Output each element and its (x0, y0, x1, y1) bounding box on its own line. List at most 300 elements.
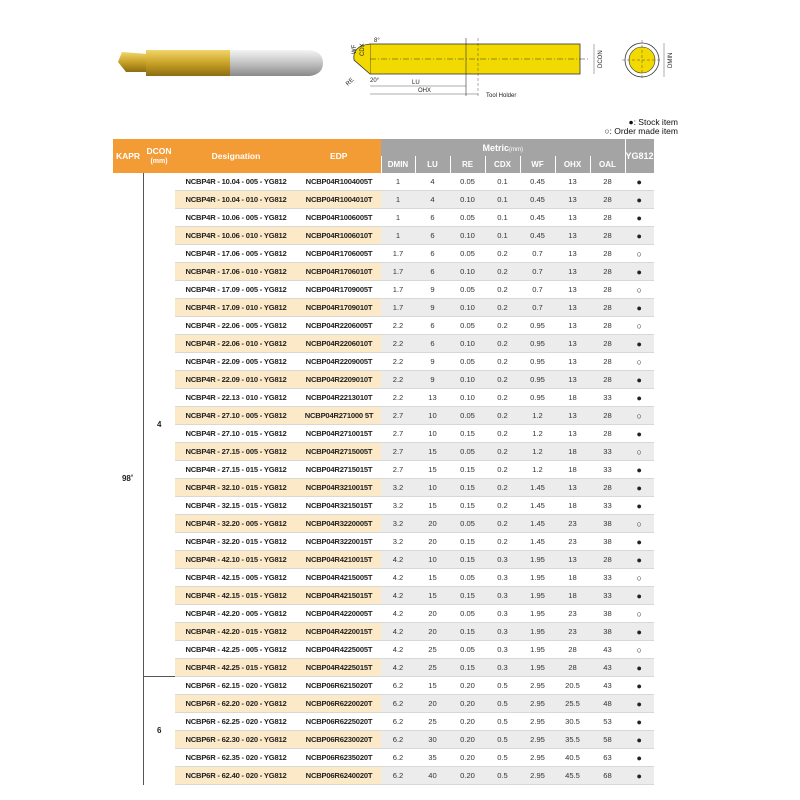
cell-oal: 43 (590, 677, 625, 695)
cell-cdx: 0.2 (485, 353, 520, 371)
cell-re: 0.15 (450, 479, 485, 497)
cell-stock: ● (625, 209, 654, 227)
diagram-label-lu: LU (412, 80, 420, 86)
cell-dmin: 1 (381, 209, 415, 227)
cell-lu: 6 (415, 263, 450, 281)
cell-dmin: 3.2 (381, 515, 415, 533)
cell-stock: ● (625, 497, 654, 515)
tool-dimension-diagram (340, 34, 615, 100)
cell-cdx: 0.2 (485, 443, 520, 461)
table-row (113, 569, 654, 587)
cell-edp: NCBP04R3220015T (297, 533, 381, 551)
cell-designation: NCBP6R - 62.25 - 020 - YG812 (175, 713, 297, 731)
cell-stock: ● (625, 191, 654, 209)
diagram-label-angle-small: 8° (374, 38, 380, 44)
cell-lu: 9 (415, 353, 450, 371)
cell-lu: 6 (415, 335, 450, 353)
cell-dmin: 2.2 (381, 371, 415, 389)
table-row (113, 605, 654, 623)
cell-oal: 28 (590, 227, 625, 245)
cell-designation: NCBP4R - 32.20 - 015 - YG812 (175, 533, 297, 551)
header-dmin: DMIN (381, 156, 415, 173)
cell-lu: 30 (415, 731, 450, 749)
cell-dmin: 6.2 (381, 749, 415, 767)
cell-dmin: 2.2 (381, 317, 415, 335)
cell-dmin: 2.7 (381, 407, 415, 425)
cell-designation: NCBP6R - 62.15 - 020 - YG812 (175, 677, 297, 695)
cell-re: 0.15 (450, 623, 485, 641)
cell-edp: NCBP04R3220005T (297, 515, 381, 533)
cell-lu: 35 (415, 749, 450, 767)
cell-lu: 4 (415, 191, 450, 209)
cell-edp: NCBP04R1706010T (297, 263, 381, 281)
cell-cdx: 0.3 (485, 641, 520, 659)
table-row (113, 641, 654, 659)
cell-wf: 0.45 (520, 191, 555, 209)
cell-wf: 2.95 (520, 767, 555, 785)
cell-wf: 0.7 (520, 263, 555, 281)
cell-wf: 0.7 (520, 245, 555, 263)
cell-ohx: 18 (555, 389, 590, 407)
cell-wf: 1.95 (520, 551, 555, 569)
cell-oal: 63 (590, 749, 625, 767)
header-edp: EDP (297, 139, 381, 173)
cell-dmin: 2.7 (381, 461, 415, 479)
cell-edp: NCBP04R4220015T (297, 623, 381, 641)
cell-dmin: 2.7 (381, 425, 415, 443)
table-row (113, 479, 654, 497)
cell-stock: ○ (625, 407, 654, 425)
cell-re: 0.05 (450, 641, 485, 659)
diagram-label-cdx: CDX (360, 43, 366, 56)
diagram-label-dmin: DMIN (668, 52, 674, 68)
cell-cdx: 0.2 (485, 425, 520, 443)
cell-cdx: 0.2 (485, 533, 520, 551)
cell-lu: 9 (415, 299, 450, 317)
cell-oal: 68 (590, 767, 625, 785)
cell-ohx: 23 (555, 623, 590, 641)
header-dcon-label: DCON (146, 145, 172, 156)
cell-stock: ● (625, 461, 654, 479)
cell-cdx: 0.5 (485, 749, 520, 767)
cell-re: 0.05 (450, 173, 485, 191)
cell-oal: 28 (590, 407, 625, 425)
cell-stock: ● (625, 659, 654, 677)
header-metric-unit: (mm) (509, 146, 523, 153)
cell-wf: 1.2 (520, 425, 555, 443)
cell-dmin: 4.2 (381, 623, 415, 641)
cell-ohx: 45.5 (555, 767, 590, 785)
cell-ohx: 23 (555, 533, 590, 551)
cell-stock: ● (625, 263, 654, 281)
cell-lu: 10 (415, 407, 450, 425)
cell-stock: ○ (625, 317, 654, 335)
cell-stock: ● (625, 425, 654, 443)
cell-re: 0.10 (450, 299, 485, 317)
cell-dmin: 6.2 (381, 767, 415, 785)
cell-oal: 38 (590, 533, 625, 551)
cell-designation: NCBP4R - 10.06 - 005 - YG812 (175, 209, 297, 227)
cell-lu: 10 (415, 425, 450, 443)
cell-designation: NCBP4R - 10.04 - 005 - YG812 (175, 173, 297, 191)
cell-stock: ○ (625, 281, 654, 299)
cell-designation: NCBP4R - 42.20 - 015 - YG812 (175, 623, 297, 641)
cell-oal: 28 (590, 425, 625, 443)
cell-ohx: 13 (555, 299, 590, 317)
cell-oal: 28 (590, 317, 625, 335)
cell-re: 0.05 (450, 407, 485, 425)
cell-ohx: 13 (555, 425, 590, 443)
cell-designation: NCBP6R - 62.35 - 020 - YG812 (175, 749, 297, 767)
cell-re: 0.20 (450, 713, 485, 731)
cell-dmin: 4.2 (381, 659, 415, 677)
cell-oal: 28 (590, 263, 625, 281)
header-ohx: OHX (555, 156, 590, 173)
cell-cdx: 0.2 (485, 479, 520, 497)
cell-cdx: 0.1 (485, 209, 520, 227)
cell-designation: NCBP4R - 10.04 - 010 - YG812 (175, 191, 297, 209)
cell-dmin: 6.2 (381, 677, 415, 695)
cell-cdx: 0.5 (485, 713, 520, 731)
cell-oal: 28 (590, 245, 625, 263)
cell-re: 0.05 (450, 605, 485, 623)
cell-edp: NCBP04R1006010T (297, 227, 381, 245)
cell-cdx: 0.5 (485, 677, 520, 695)
cell-lu: 20 (415, 695, 450, 713)
cell-dmin: 2.7 (381, 443, 415, 461)
cell-designation: NCBP4R - 42.15 - 005 - YG812 (175, 569, 297, 587)
cell-ohx: 18 (555, 569, 590, 587)
cell-cdx: 0.1 (485, 191, 520, 209)
table-row (113, 461, 654, 479)
cell-ohx: 13 (555, 479, 590, 497)
table-row (113, 515, 654, 533)
cell-edp: NCBP04R4215005T (297, 569, 381, 587)
cell-cdx: 0.2 (485, 317, 520, 335)
cell-ohx: 13 (555, 317, 590, 335)
diagram-label-dcon: DCON (598, 50, 604, 68)
table-row (113, 407, 654, 425)
cell-dmin: 1.7 (381, 263, 415, 281)
cell-oal: 33 (590, 587, 625, 605)
cell-designation: NCBP4R - 42.15 - 015 - YG812 (175, 587, 297, 605)
stock-legend (604, 118, 678, 136)
header-wf: WF (520, 156, 555, 173)
cell-lu: 4 (415, 173, 450, 191)
cell-lu: 25 (415, 713, 450, 731)
cell-cdx: 0.2 (485, 407, 520, 425)
cell-stock: ● (625, 335, 654, 353)
cell-designation: NCBP4R - 27.15 - 005 - YG812 (175, 443, 297, 461)
cell-ohx: 13 (555, 227, 590, 245)
header-dcon (143, 139, 175, 173)
cell-re: 0.15 (450, 551, 485, 569)
cell-ohx: 40.5 (555, 749, 590, 767)
cell-edp: NCBP04R271000 5T (297, 407, 381, 425)
table-row (113, 173, 654, 191)
cell-cdx: 0.3 (485, 551, 520, 569)
cell-stock: ● (625, 227, 654, 245)
cell-wf: 0.7 (520, 299, 555, 317)
header-re: RE (450, 156, 485, 173)
cell-wf: 1.95 (520, 605, 555, 623)
table-row (113, 731, 654, 749)
cell-cdx: 0.2 (485, 461, 520, 479)
cell-stock: ● (625, 587, 654, 605)
cell-cdx: 0.2 (485, 335, 520, 353)
cell-edp: NCBP04R2209010T (297, 371, 381, 389)
cell-cdx: 0.2 (485, 515, 520, 533)
cell-designation: NCBP6R - 62.20 - 020 - YG812 (175, 695, 297, 713)
header-kapr: KAPR (113, 139, 143, 173)
cell-dmin: 4.2 (381, 551, 415, 569)
cell-edp: NCBP04R2715005T (297, 443, 381, 461)
cell-re: 0.20 (450, 731, 485, 749)
tool-photo (118, 44, 330, 84)
cell-re: 0.20 (450, 677, 485, 695)
cell-dmin: 4.2 (381, 641, 415, 659)
cell-edp: NCBP04R4225015T (297, 659, 381, 677)
dcon-group-value: 6 (143, 677, 175, 785)
cell-stock: ○ (625, 353, 654, 371)
cell-dmin: 6.2 (381, 695, 415, 713)
cell-dmin: 3.2 (381, 497, 415, 515)
cell-wf: 1.45 (520, 533, 555, 551)
cell-edp: NCBP04R4220005T (297, 605, 381, 623)
table-row (113, 623, 654, 641)
table-row (113, 749, 654, 767)
header-designation: Designation (175, 139, 297, 173)
cell-dmin: 4.2 (381, 605, 415, 623)
cell-wf: 0.95 (520, 317, 555, 335)
cell-cdx: 0.3 (485, 569, 520, 587)
cell-cdx: 0.5 (485, 695, 520, 713)
cell-cdx: 0.1 (485, 173, 520, 191)
cell-oal: 33 (590, 443, 625, 461)
cell-oal: 38 (590, 515, 625, 533)
cell-wf: 0.95 (520, 353, 555, 371)
cell-cdx: 0.1 (485, 227, 520, 245)
table-body (113, 173, 654, 785)
header-metric-label: Metric (482, 142, 509, 153)
cell-lu: 6 (415, 209, 450, 227)
cell-designation: NCBP4R - 32.10 - 015 - YG812 (175, 479, 297, 497)
cell-stock: ○ (625, 443, 654, 461)
cell-re: 0.15 (450, 497, 485, 515)
cell-cdx: 0.5 (485, 767, 520, 785)
table-row (113, 245, 654, 263)
cell-designation: NCBP4R - 32.20 - 005 - YG812 (175, 515, 297, 533)
cell-wf: 1.2 (520, 407, 555, 425)
cell-designation: NCBP4R - 27.10 - 015 - YG812 (175, 425, 297, 443)
cell-ohx: 13 (555, 353, 590, 371)
cell-stock: ● (625, 299, 654, 317)
cell-stock: ○ (625, 515, 654, 533)
cell-lu: 6 (415, 245, 450, 263)
cell-dmin: 6.2 (381, 731, 415, 749)
cell-edp: NCBP04R3215015T (297, 497, 381, 515)
cell-stock: ● (625, 371, 654, 389)
cell-re: 0.05 (450, 281, 485, 299)
cell-wf: 1.45 (520, 515, 555, 533)
cell-lu: 9 (415, 281, 450, 299)
cell-stock: ● (625, 533, 654, 551)
header-cdx: CDX (485, 156, 520, 173)
cell-ohx: 28 (555, 659, 590, 677)
table-row (113, 443, 654, 461)
cell-re: 0.05 (450, 515, 485, 533)
cell-lu: 20 (415, 623, 450, 641)
cell-re: 0.15 (450, 461, 485, 479)
table-row (113, 587, 654, 605)
cell-dmin: 2.2 (381, 335, 415, 353)
cell-stock: ● (625, 173, 654, 191)
cell-designation: NCBP4R - 27.10 - 005 - YG812 (175, 407, 297, 425)
cell-designation: NCBP4R - 22.09 - 005 - YG812 (175, 353, 297, 371)
cell-re: 0.15 (450, 659, 485, 677)
table-row (113, 209, 654, 227)
cell-dmin: 4.2 (381, 587, 415, 605)
cell-oal: 28 (590, 299, 625, 317)
cell-lu: 40 (415, 767, 450, 785)
dcon-group-value: 4 (143, 173, 175, 677)
header-grade: YG812 (625, 139, 654, 173)
cell-edp: NCBP04R2209005T (297, 353, 381, 371)
cell-ohx: 20.5 (555, 677, 590, 695)
cell-wf: 2.95 (520, 749, 555, 767)
cell-edp: NCBP06R6235020T (297, 749, 381, 767)
cell-lu: 15 (415, 569, 450, 587)
cell-wf: 0.45 (520, 209, 555, 227)
table-row (113, 227, 654, 245)
cell-edp: NCBP04R4210015T (297, 551, 381, 569)
cell-re: 0.05 (450, 443, 485, 461)
cell-re: 0.10 (450, 227, 485, 245)
cell-ohx: 23 (555, 515, 590, 533)
cell-wf: 0.95 (520, 371, 555, 389)
cell-re: 0.20 (450, 695, 485, 713)
cell-wf: 2.95 (520, 713, 555, 731)
cell-edp: NCBP04R2206005T (297, 317, 381, 335)
cell-edp: NCBP04R2206010T (297, 335, 381, 353)
cell-ohx: 13 (555, 173, 590, 191)
cell-re: 0.05 (450, 353, 485, 371)
cell-wf: 1.2 (520, 443, 555, 461)
product-spec-table (113, 139, 654, 785)
cell-wf: 1.95 (520, 569, 555, 587)
cell-re: 0.10 (450, 335, 485, 353)
table-row (113, 533, 654, 551)
cell-edp: NCBP04R3210015T (297, 479, 381, 497)
cell-stock: ○ (625, 245, 654, 263)
cell-ohx: 25.5 (555, 695, 590, 713)
cell-cdx: 0.2 (485, 497, 520, 515)
cell-dmin: 1 (381, 227, 415, 245)
cell-dmin: 2.2 (381, 353, 415, 371)
cell-designation: NCBP6R - 62.30 - 020 - YG812 (175, 731, 297, 749)
cell-ohx: 35.5 (555, 731, 590, 749)
table-row (113, 551, 654, 569)
header-oal: OAL (590, 156, 625, 173)
cell-lu: 6 (415, 227, 450, 245)
cell-stock: ● (625, 731, 654, 749)
header-lu: LU (415, 156, 450, 173)
cell-oal: 28 (590, 353, 625, 371)
cell-stock: ○ (625, 641, 654, 659)
cell-wf: 0.95 (520, 389, 555, 407)
cell-dmin: 3.2 (381, 479, 415, 497)
cell-designation: NCBP4R - 17.06 - 010 - YG812 (175, 263, 297, 281)
cell-ohx: 13 (555, 551, 590, 569)
cell-designation: NCBP4R - 22.09 - 010 - YG812 (175, 371, 297, 389)
cell-wf: 0.45 (520, 173, 555, 191)
cell-edp: NCBP04R4225005T (297, 641, 381, 659)
cell-wf: 1.95 (520, 641, 555, 659)
cell-ohx: 13 (555, 407, 590, 425)
cell-dmin: 1 (381, 191, 415, 209)
cell-dmin: 2.2 (381, 389, 415, 407)
cell-cdx: 0.5 (485, 731, 520, 749)
cell-edp: NCBP04R1706005T (297, 245, 381, 263)
cell-cdx: 0.2 (485, 245, 520, 263)
cell-stock: ● (625, 677, 654, 695)
cell-edp: NCBP06R6230020T (297, 731, 381, 749)
cell-designation: NCBP6R - 62.40 - 020 - YG812 (175, 767, 297, 785)
cell-edp: NCBP04R1709005T (297, 281, 381, 299)
cell-stock: ● (625, 623, 654, 641)
cell-re: 0.05 (450, 569, 485, 587)
cell-lu: 25 (415, 641, 450, 659)
cell-designation: NCBP4R - 42.25 - 005 - YG812 (175, 641, 297, 659)
cell-re: 0.10 (450, 191, 485, 209)
cell-edp: NCBP06R6215020T (297, 677, 381, 695)
cell-stock: ● (625, 479, 654, 497)
cell-lu: 20 (415, 605, 450, 623)
cell-lu: 13 (415, 389, 450, 407)
cell-edp: NCBP06R6225020T (297, 713, 381, 731)
cell-wf: 1.45 (520, 479, 555, 497)
cell-edp: NCBP04R2715015T (297, 461, 381, 479)
table-row (113, 281, 654, 299)
cell-lu: 20 (415, 515, 450, 533)
cell-designation: NCBP4R - 42.20 - 005 - YG812 (175, 605, 297, 623)
cell-lu: 10 (415, 479, 450, 497)
cell-ohx: 13 (555, 209, 590, 227)
table-row (113, 191, 654, 209)
cell-stock: ● (625, 389, 654, 407)
table-row (113, 659, 654, 677)
cell-edp: NCBP04R2213010T (297, 389, 381, 407)
cell-wf: 0.45 (520, 227, 555, 245)
cell-stock: ● (625, 749, 654, 767)
table-row (113, 713, 654, 731)
cell-designation: NCBP4R - 22.06 - 010 - YG812 (175, 335, 297, 353)
tool-end-view (620, 38, 680, 82)
cell-cdx: 0.3 (485, 587, 520, 605)
cell-designation: NCBP4R - 10.06 - 010 - YG812 (175, 227, 297, 245)
cell-lu: 15 (415, 443, 450, 461)
cell-ohx: 28 (555, 641, 590, 659)
table-row (113, 389, 654, 407)
cell-oal: 33 (590, 497, 625, 515)
cell-oal: 53 (590, 713, 625, 731)
cell-lu: 9 (415, 371, 450, 389)
cell-oal: 28 (590, 479, 625, 497)
cell-cdx: 0.3 (485, 605, 520, 623)
cell-edp: NCBP04R4215015T (297, 587, 381, 605)
cell-designation: NCBP4R - 42.25 - 015 - YG812 (175, 659, 297, 677)
table-row (113, 335, 654, 353)
